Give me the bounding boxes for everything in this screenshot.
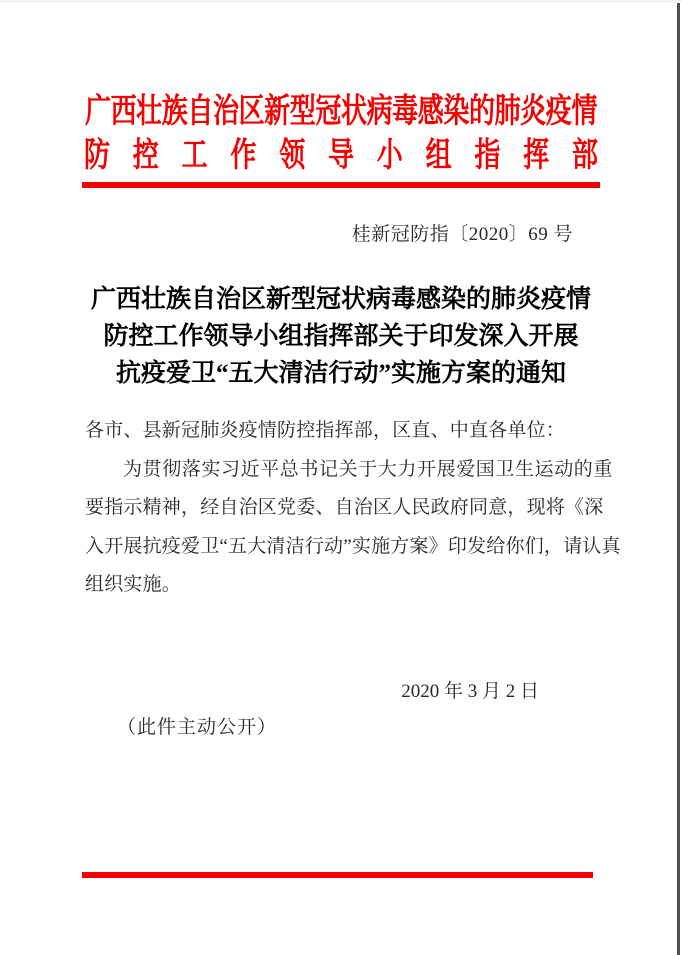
paragraph-line: 组织实施。 — [85, 574, 182, 595]
letterhead-double-rule — [82, 182, 600, 188]
letterhead-line-1: 广西壮族自治区新型冠状病毒感染的肺炎疫情 — [84, 92, 597, 130]
title-line-3: 抗疫爱卫“五大清洁行动”实施方案的通知 — [115, 360, 566, 387]
title-line-2: 防控工作领导小组指挥部关于印发深入开展 — [103, 323, 579, 350]
paragraph-line: 要指示精神，经自治区党委、自治区人民政府同意，现将《深 — [85, 497, 604, 518]
paragraph-line: 为贯彻落实习近平总书记关于大力开展爱国卫生运动的重 — [123, 458, 614, 480]
letterhead-line-2: 防控工作领导小组指挥部 — [84, 136, 598, 174]
document-body — [85, 412, 621, 605]
page-right-edge — [677, 3, 680, 955]
document-date: 2020 年 3 月 2 日 — [401, 681, 539, 702]
page-top-edge — [0, 0, 682, 3]
salutation: 各市、县新冠肺炎疫情防控指挥部，区直、中直各单位： — [85, 420, 566, 441]
title-line-1: 广西壮族自治区新型冠状病毒感染的肺炎疫情 — [90, 286, 591, 313]
publicity-note: （此件主动公开） — [117, 717, 278, 738]
document-number: 桂新冠防指〔2020〕69 号 — [351, 224, 573, 245]
paragraph-line: 入开展抗疫爱卫“五大清洁行动”实施方案》印发给你们，请认真 — [85, 535, 621, 557]
footer-double-rule — [82, 872, 593, 878]
document-title — [0, 281, 682, 392]
